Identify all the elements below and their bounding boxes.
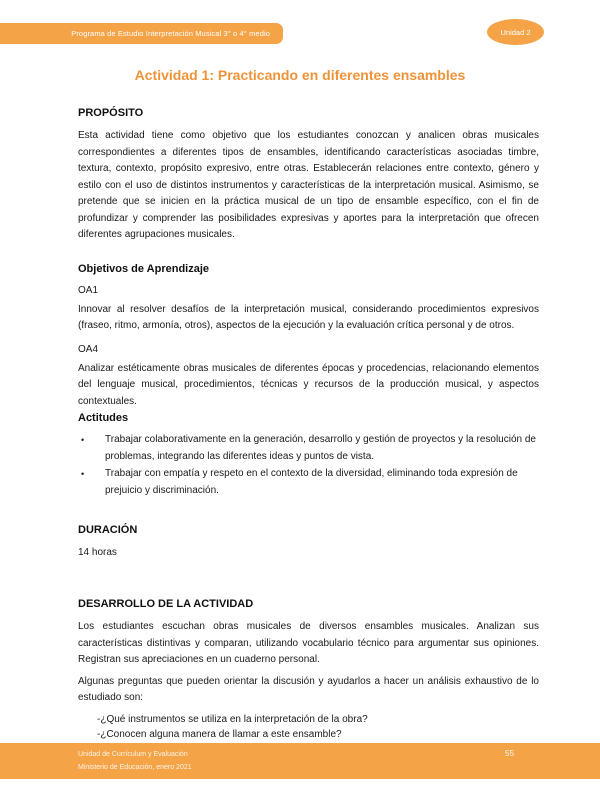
- proposito-paragraph: Esta actividad tiene como objetivo que los estudiantes conozcan y analicen obras musicales correspondientes a diferentes tipos de ensambles, identificando características asociadas timbre, textura, contexto, propósito expresivo, entre otras. Establecerán relaciones entre contexto, género y estilo con el uso de distintos instrumentos y características de la interpretación musical. Asimismo, se pretende que se inicien en la práctica musical de un tipo de ensamble específico, con el fin de profundizar y comprender las posibilidades expresivas y aportes para la interpretación que ofrecen diferentes agrupaciones musicales.: [78, 130, 539, 240]
- bullet-text: Trabajar colaborativamente en la generación, desarrollo y gestión de proyectos y la resolución de problemas, integrando las diferentes ideas y puntos de vista.: [105, 434, 536, 462]
- unit-badge-label: Unidad 2: [500, 27, 531, 37]
- question-line: -¿Qué instrumentos se utiliza en la interpretación de la obra?: [97, 713, 368, 725]
- oa4-text: Analizar estéticamente obras musicales de diferentes épocas y procedencias, relacionando elementos del lenguaje musical, procedimientos, técnicas y recursos de la producción musical, y aspectos contextuales.: [78, 362, 539, 407]
- desarrollo-paragraph-2: Algunas preguntas que pueden orientar la discusión y ayudarlos a hacer un análisis exhaustivo de lo estudiado son:: [78, 675, 539, 703]
- desarrollo-paragraph-1: Los estudiantes escuchan obras musicales de diversos ensambles musicales. Analizan sus características distintivas y comparan, utilizando vocabulario técnico para argumentar sus opiniones. Registran sus apreciaciones en un cuaderno personal.: [78, 621, 539, 665]
- oa1-code: OA1: [78, 284, 99, 296]
- duracion-value: 14 horas: [78, 547, 117, 558]
- page-title: Actividad 1: Practicando en diferentes ensambles: [134, 67, 466, 83]
- oa4-code: OA4: [78, 343, 99, 355]
- list-item: [78, 466, 539, 499]
- section-heading-desarrollo: DESARROLLO DE LA ACTIVIDAD: [78, 598, 254, 610]
- section-heading-actitudes: Actitudes: [78, 412, 129, 424]
- guiding-questions: [78, 712, 539, 742]
- page-number: 55: [505, 749, 514, 758]
- section-heading-proposito: PROPÓSITO: [78, 107, 144, 119]
- actitudes-bullet-list: [78, 432, 539, 499]
- program-label: Programa de Estudio Interpretación Musical 3° o 4° medio: [71, 29, 270, 38]
- bullet-icon: •: [81, 435, 85, 445]
- header-program-bar: [0, 23, 283, 44]
- footer-bar: [0, 743, 600, 779]
- section-heading-duracion: DURACIÓN: [78, 524, 138, 536]
- content-column: [78, 100, 539, 742]
- footer-credits: [78, 748, 192, 774]
- footer-line-1: Unidad de Currículum y Evaluación: [78, 751, 188, 758]
- oa1-text: Innovar al resolver desafíos de la interpretación musical, considerando procedimientos expresivos (fraseo, ritmo, armonía, otros), aspectos de la ejecución y la evaluación crítica personal y de otros.: [78, 303, 539, 331]
- footer-line-2: Ministerio de Educación, enero 2021: [78, 764, 192, 771]
- bullet-icon: •: [81, 469, 85, 479]
- bullet-text: Trabajar con empatía y respeto en el contexto de la diversidad, eliminando toda expresión de prejuicio y discriminación.: [105, 468, 518, 496]
- question-line: -¿Conocen alguna manera de llamar a este ensamble?: [97, 728, 342, 740]
- unit-badge: [487, 19, 544, 45]
- section-heading-objetivos: Objetivos de Aprendizaje: [78, 262, 210, 275]
- list-item: [78, 432, 539, 465]
